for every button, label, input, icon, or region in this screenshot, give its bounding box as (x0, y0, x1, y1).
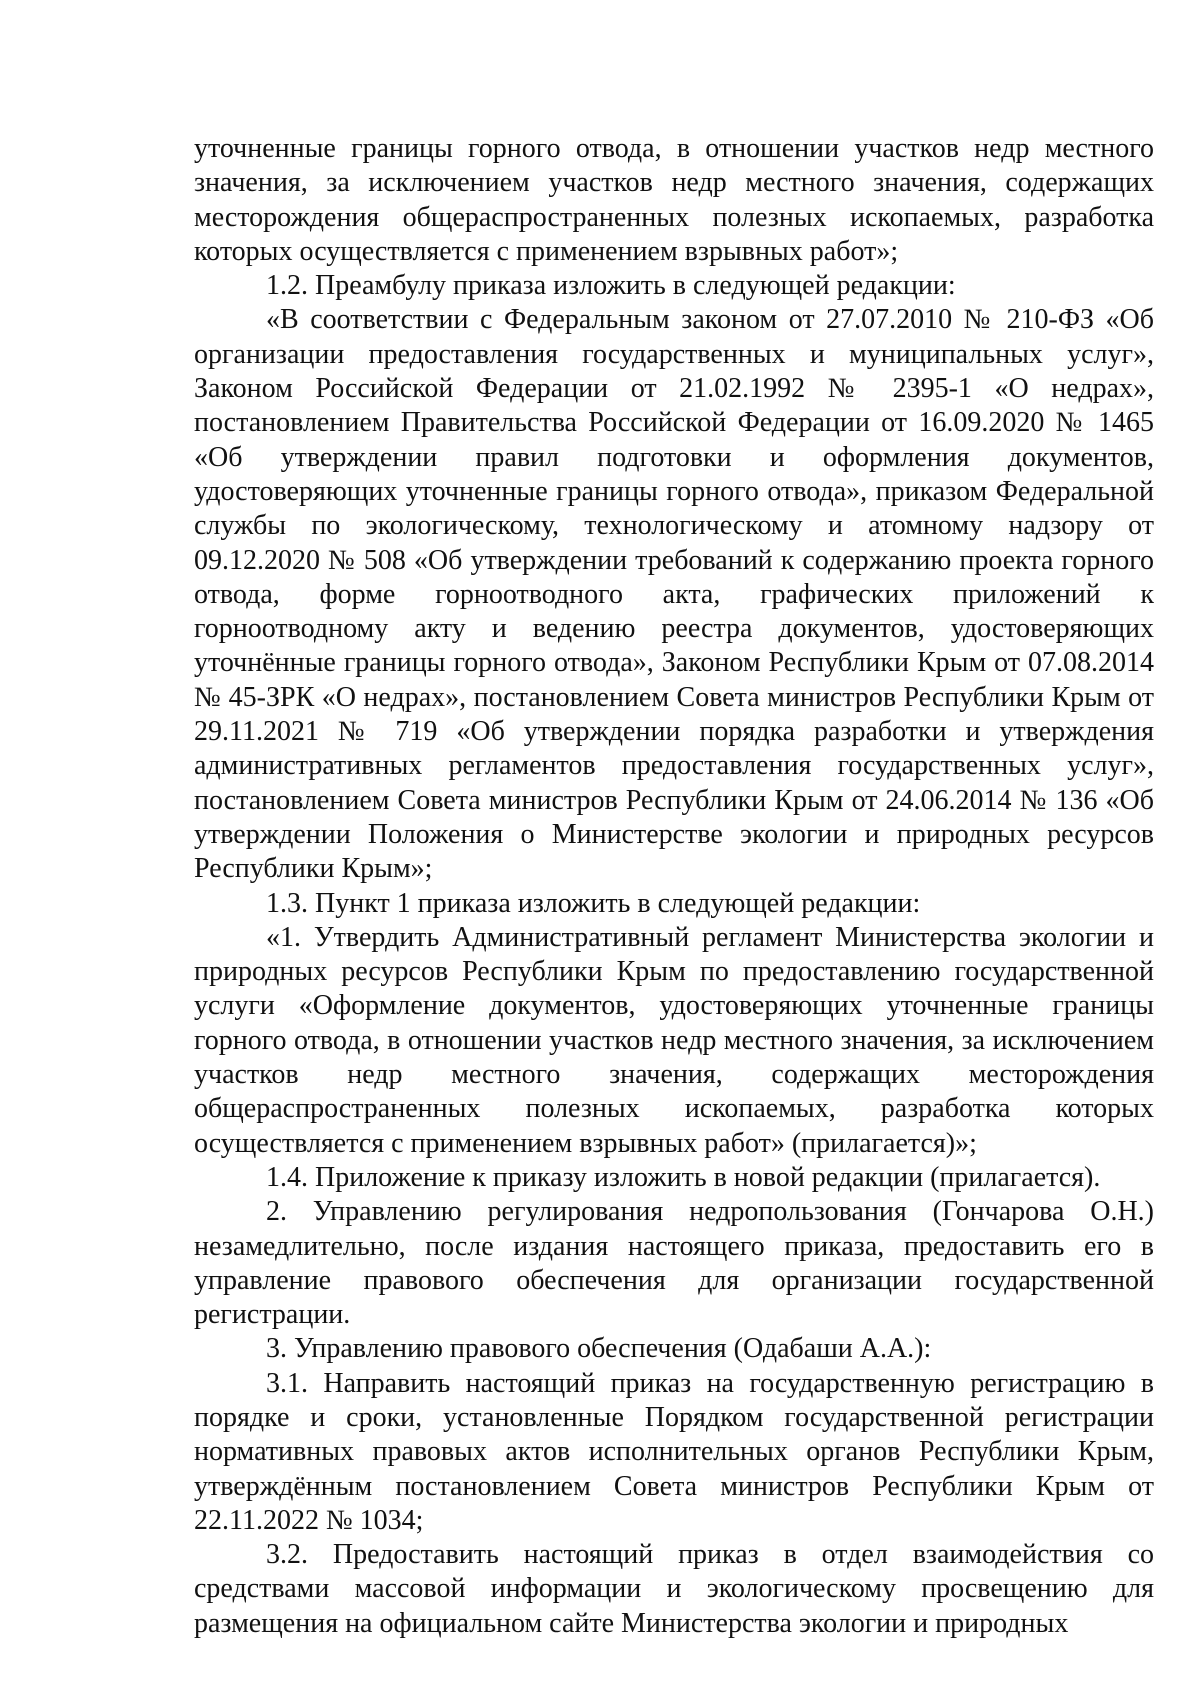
paragraph-3-1: 3.1. Направить настоящий приказ на государственную регистрацию в порядке и сроки, установленные Порядком государственной регистрации нормативных правовых актов исполнительных органов Республики Крым, утверждённым постановлением Совета министров Республики Крым от 22.11.2022 № 1034; (194, 1367, 1154, 1536)
paragraph-3: 3. Управлению правового обеспечения (Одабаши А.А.): (266, 1333, 932, 1365)
paragraph-3-2: 3.2. Предоставить настоящий приказ в отдел взаимодействия со средствами массовой информации и экологическому просвещению для размещения на официальном сайте Министерства экологии и природных (194, 1539, 1154, 1639)
paragraph-preamble: «В соответствии с Федеральным законом от 27.07.2010 № 210-ФЗ «Об организации предоставления государственных и муниципальных услуг», Законом Российской Федерации от 21.02.1992 № 2395-1 «О недрах», постановлением Правительства Российской Федерации от 16.09.2020 № 1465 «Об утверждении правил подготовки и оформления документов, удостоверяющих уточненные границы горного отвода», приказом Федеральной службы по экологическому, технологическому и атомному надзору от 09.12.2020 № 508 «Об утверждении требований к содержанию проекта горного отвода, форме горноотводного акта, графических приложений к горноотводному акту и ведению реестра документов, удостоверяющих уточнённые границы горного отвода», Законом Республики Крым от 07.08.2014 № 45-ЗРК «О недрах», постановлением Совета министров Республики Крым от 29.11.2021 № 719 «Об утверждении порядка разработки и утверждения административных регламентов предоставления государственных услуг», постановлением Совета министров Республики Крым от 24.06.2014 № 136 «Об утверждении Положения о Министерстве экологии и природных ресурсов Республики Крым»; (194, 304, 1154, 885)
document-body (194, 132, 1154, 1641)
paragraph-continuation: уточненные границы горного отвода, в отношении участков недр местного значения, за исключением участков недр местного значения, содержащих месторождения общераспространенных полезных ископаемых, разработка которых осуществляется с применением взрывных работ»; (194, 133, 1154, 267)
paragraph-1-2: 1.2. Преамбулу приказа изложить в следующей редакции: (266, 270, 956, 302)
paragraph-item-1: «1. Утвердить Административный регламент Министерства экологии и природных ресурсов Республики Крым по предоставлению государственной услуги «Оформление документов, удостоверяющих уточненные границы горного отвода, в отношении участков недр местного значения, за исключением участков недр местного значения, содержащих месторождения общераспространенных полезных ископаемых, разработка которых осуществляется с применением взрывных работ» (прилагается)»; (194, 921, 1154, 1159)
paragraph-2: 2. Управлению регулирования недропользования (Гончарова О.Н.) незамедлительно, после издания настоящего приказа, предоставить его в управление правового обеспечения для организации государственной регистрации. (194, 1196, 1154, 1331)
paragraph-1-3: 1.3. Пункт 1 приказа изложить в следующей редакции: (266, 887, 921, 919)
paragraph-1-4: 1.4. Приложение к приказу изложить в новой редакции (прилагается). (266, 1161, 1101, 1193)
